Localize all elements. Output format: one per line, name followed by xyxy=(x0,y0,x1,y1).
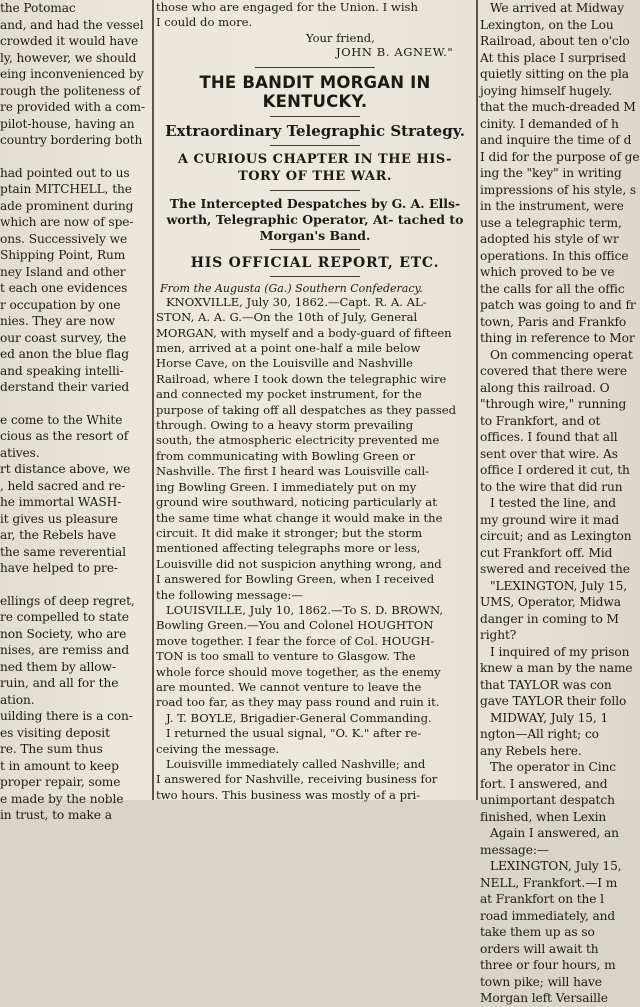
right-column-line: in the instrument, were xyxy=(480,199,624,213)
left-column-line: country bordering both xyxy=(0,133,143,147)
left-column-line: and, and had the vessel xyxy=(0,17,144,32)
right-column-line: At this place I surprised xyxy=(480,50,626,65)
right-column-line: to Frankfort, and ot xyxy=(480,413,601,428)
source-credit: From the Augusta (Ga.) Southern Confederacy. xyxy=(160,281,423,295)
article-line: KNOXVILLE, July 30, 1862.—Capt. R. A. AL- xyxy=(166,294,427,309)
right-column-line: MIDWAY, July 15, 1 xyxy=(490,710,609,725)
right-column-line: right? xyxy=(480,628,517,642)
left-column-line: which are now of spe- xyxy=(0,215,134,229)
right-column-line: at Frankfort on the l xyxy=(480,892,604,906)
letter-signature: JOHN B. AGNEW." xyxy=(336,44,454,59)
right-column-line: my ground wire it mad xyxy=(480,512,620,527)
right-column-line: road immediately, and xyxy=(480,908,616,923)
subhead-rule-1 xyxy=(270,145,360,146)
subhead-official-report: HIS OFFICIAL REPORT, ETC. xyxy=(190,254,440,271)
left-column-line: in trust, to make a xyxy=(0,808,112,822)
left-column-line: nises, are remiss and xyxy=(0,643,130,657)
article-line: through. Owing to a heavy storm prevailing xyxy=(156,418,414,433)
left-column-line: r occupation by one xyxy=(0,297,121,312)
right-column xyxy=(480,0,640,1005)
article-line: Railroad, where I took down the telegraphic wire xyxy=(156,371,447,386)
left-column-line: non Society, who are xyxy=(0,626,127,641)
right-column-line: swered and received the xyxy=(480,562,630,576)
right-column-line: I inquired of my prison xyxy=(490,644,630,659)
article-line: two hours. This business was mostly of a pri- xyxy=(156,787,421,802)
left-column-line xyxy=(0,396,150,412)
left-column-line: ellings of deep regret, xyxy=(0,593,135,608)
left-column-line: have helped to pre- xyxy=(0,561,118,575)
right-column-line: office I ordered it cut, th xyxy=(480,463,630,477)
left-column-line: the same reverential xyxy=(0,544,126,559)
right-column-line: cinity. I demanded of h xyxy=(480,116,619,131)
left-column-line: nies. They are now xyxy=(0,314,115,328)
right-column-line: sent over that wire. As xyxy=(480,446,618,461)
left-column-line: ly, however, we should xyxy=(0,50,137,65)
left-column-line: had pointed out to us xyxy=(0,165,130,180)
right-column-line: danger in coming to M xyxy=(480,611,619,626)
subhead-curious-chapter: A CURIOUS CHAPTER IN THE HIS- TORY OF THE WAR. xyxy=(177,151,453,184)
left-column-line xyxy=(0,577,150,593)
right-column-line: operations. In this office xyxy=(480,248,629,263)
subhead-strategy: Extraordinary Telegraphic Strategy. xyxy=(165,121,465,140)
intro-line: I could do more. xyxy=(156,15,253,30)
article-line: ceiving the message. xyxy=(156,741,280,756)
right-column-line: unimportant despatch xyxy=(480,793,615,807)
right-column-line: The operator in Cinc xyxy=(490,760,616,774)
article-line: J. T. BOYLE, Brigadier-General Commanding. xyxy=(166,710,432,725)
left-column-line: rough the politeness of xyxy=(0,83,141,98)
right-column-line: "LEXINGTON, July 15, xyxy=(490,578,628,593)
left-column-line: atives. xyxy=(0,445,40,460)
article-line: from communicating with Bowling Green or xyxy=(156,448,415,463)
left-column-line: t each one evidences xyxy=(0,281,128,295)
right-column-line: knew a man by the name xyxy=(480,661,633,675)
right-column-line: fort. I answered, and xyxy=(480,776,608,791)
article-body xyxy=(156,295,474,803)
left-column-line: rt distance above, we xyxy=(0,462,131,476)
left-column-line: our coast survey, the xyxy=(0,330,127,345)
right-column-line: which proved to be ve xyxy=(480,265,615,279)
right-column-line: Lexington, on the Lou xyxy=(480,17,614,32)
left-column-line: derstand their varied xyxy=(0,380,130,394)
left-column-line: uilding there is a con- xyxy=(0,709,133,723)
left-column-line: ed anon the blue flag xyxy=(0,347,129,361)
article-line: mentioned affecting telegraphs more or less, xyxy=(156,541,421,556)
article-line: Louisville did not suspicion anything wrong, and xyxy=(156,556,442,571)
right-column-line: offices. I found that all xyxy=(480,430,618,444)
article-line: Louisville immediately called Nashville; and xyxy=(166,757,426,771)
right-column-line: "through wire," running xyxy=(480,397,627,411)
article-line: TON is too small to venture to Glasgow. The xyxy=(156,649,416,664)
left-column-line: crowded it would have xyxy=(0,34,139,48)
left-column-line: ruin, and all for the xyxy=(0,676,119,690)
separator-rule xyxy=(255,67,375,68)
right-column-line: adopted his style of wr xyxy=(480,232,619,246)
letter-signoff: Your friend, xyxy=(306,30,375,45)
article-line: circuit. It did make it stronger; but the storm xyxy=(156,525,423,540)
left-column-line: eing inconvenienced by xyxy=(0,67,144,81)
right-column-line: take them up as so xyxy=(480,925,595,939)
article-line: ing Bowling Green. I immediately put on my xyxy=(156,479,417,494)
right-column-line: the calls for all the offic xyxy=(480,281,625,296)
article-line: Nashville. The first I heard was Louisville call- xyxy=(156,464,430,479)
article-line: are mounted. We cannot venture to leave the xyxy=(156,679,422,694)
left-column-line: t in amount to keep xyxy=(0,758,119,773)
intro-line: those who are engaged for the Union. I wish xyxy=(156,0,418,14)
right-column-line: We arrived at Midway xyxy=(490,1,625,15)
article-line: ground wire southward, noticing particularly at xyxy=(156,495,437,510)
article-line: the following message:— xyxy=(156,587,303,602)
right-column-line: town pike; will have xyxy=(480,974,602,989)
article-line: purpose of taking off all despatches as they passed xyxy=(156,402,457,417)
left-column-line: ade prominent during xyxy=(0,198,134,213)
right-column-line: that TAYLOR was con xyxy=(480,677,612,692)
column-rule-left xyxy=(152,0,154,800)
article-line: LOUISVILLE, July 10, 1862.—To S. D. BROWN, xyxy=(166,602,444,617)
left-column-line: e come to the White xyxy=(0,412,123,427)
left-column-line: Shipping Point, Rum xyxy=(0,248,126,262)
article-line: I answered for Nashville, receiving business for xyxy=(156,772,438,787)
left-column-line: ptain MITCHELL, the xyxy=(0,182,132,196)
right-column-line: along this railroad. O xyxy=(480,380,610,395)
article-line: and connected my pocket instrument, for the xyxy=(156,387,422,402)
left-column-line: ney Island and other xyxy=(0,264,126,279)
right-column-line: UMS, Operator, Midwa xyxy=(480,595,621,609)
left-column-line: the Potomac xyxy=(0,1,76,15)
left-column-line: it gives us pleasure xyxy=(0,511,118,526)
right-column-line: On commencing operat xyxy=(490,347,633,362)
article-line: south, the atmospheric electricity prevented me xyxy=(156,433,440,448)
right-column-line: thing in reference to Mor xyxy=(480,331,635,345)
left-column-line: cious as the resort of xyxy=(0,429,129,443)
left-column-line: re provided with a com- xyxy=(0,100,145,114)
right-column-line: and inquire the time of d xyxy=(480,133,632,147)
right-column-line: I did for the purpose of ge xyxy=(480,149,640,164)
left-column-line: and speaking intelli- xyxy=(0,363,124,378)
left-column-line: re. The sum thus xyxy=(0,742,103,756)
intro-paragraph xyxy=(156,0,474,31)
subhead-rule-2 xyxy=(270,190,360,191)
right-column-line: Morgan left Versaille xyxy=(480,991,608,1005)
right-column-line: that the much-dreaded M xyxy=(480,100,636,114)
article-line: MORGAN, with myself and a body-guard of fifteen xyxy=(156,325,452,340)
right-column-line: message:— xyxy=(480,842,549,857)
headline: THE BANDIT MORGAN IN KENTUCKY. xyxy=(199,72,431,111)
right-column-line: I tested the line, and xyxy=(490,496,616,510)
right-column-line: NELL, Frankfort.—I m xyxy=(480,875,618,890)
right-column-line: ing the "key" in writing xyxy=(480,166,622,180)
subhead-rule-3 xyxy=(270,249,360,250)
article-line: I returned the usual signal, "O. K." after re- xyxy=(166,726,422,741)
headline-rule xyxy=(270,116,360,117)
left-column-line: ar, the Rebels have xyxy=(0,528,117,542)
article-line: whole force should move together, as the enemy xyxy=(156,664,441,679)
right-column-line: town, Paris and Frankfo xyxy=(480,314,627,329)
right-column-line: LEXINGTON, July 15, xyxy=(490,859,622,873)
article-line: the same time what change it would make in the xyxy=(156,510,443,525)
right-column-line: orders will await th xyxy=(480,941,599,956)
subhead-intercepted-despatches: The Intercepted Despatches by G. A. Ells- worth, Telegraphic Operator, At- tached to Morgan's Band. xyxy=(166,195,464,243)
left-column-line: re compelled to state xyxy=(0,610,129,624)
left-column-line: he immortal WASH- xyxy=(0,495,122,509)
right-column-line: quietly sitting on the pla xyxy=(480,67,629,81)
right-column-line: circuit; and as Lexington xyxy=(480,529,632,543)
left-column-line: , held sacred and re- xyxy=(0,478,126,493)
subhead-rule-4 xyxy=(270,276,360,277)
article-line: Bowling Green.—You and Colonel HOUGHTON xyxy=(156,618,434,633)
right-column-line: joying himself hugely. xyxy=(480,83,613,98)
left-column xyxy=(0,0,150,822)
left-column-line: es visiting deposit xyxy=(0,725,110,740)
right-column-line: cut Frankfort off. Mid xyxy=(480,545,613,560)
right-column-line: Railroad, about ten o'clo xyxy=(480,34,630,48)
left-column-line: e made by the noble xyxy=(0,791,124,806)
column-rule-right xyxy=(476,0,478,800)
left-column-line: ned them by allow- xyxy=(0,659,116,674)
right-column-line: patch was going to and fr xyxy=(480,298,636,312)
right-column-line: to the wire that did run xyxy=(480,479,623,494)
article-line: STON, A. A. G.—On the 10th of July, General xyxy=(156,310,418,325)
article-line: Horse Cave, on the Louisville and Nashville xyxy=(156,356,414,371)
right-column-line: any Rebels here. xyxy=(480,743,582,758)
right-column-line: covered that there were xyxy=(480,364,628,378)
right-column-line: three or four hours, m xyxy=(480,958,616,972)
article-line: men, arrived at a point one-half a mile below xyxy=(156,341,421,356)
right-column-line: Again I answered, an xyxy=(490,826,619,840)
article-line: move together. I fear the force of Col. HOUGH- xyxy=(156,633,435,648)
right-column-line: use a telegraphic term, xyxy=(480,215,622,230)
left-column-line xyxy=(0,149,150,165)
right-column-line: ngton—All right; co xyxy=(480,727,599,741)
left-column-line: proper repair, some xyxy=(0,775,121,789)
left-column-line: pilot-house, having an xyxy=(0,116,135,131)
article-line: road too far, as they may pass round and ruin it. xyxy=(156,695,440,710)
center-column xyxy=(156,0,474,800)
right-column-line: impressions of his style, s xyxy=(480,182,637,197)
right-column-line: finished, when Lexin xyxy=(480,809,607,824)
left-column-line: ons. Successively we xyxy=(0,231,128,246)
article-line: I answered for Bowling Green, when I received xyxy=(156,572,435,587)
left-column-line: ation. xyxy=(0,692,35,707)
right-column-line: gave TAYLOR their follo xyxy=(480,694,627,708)
